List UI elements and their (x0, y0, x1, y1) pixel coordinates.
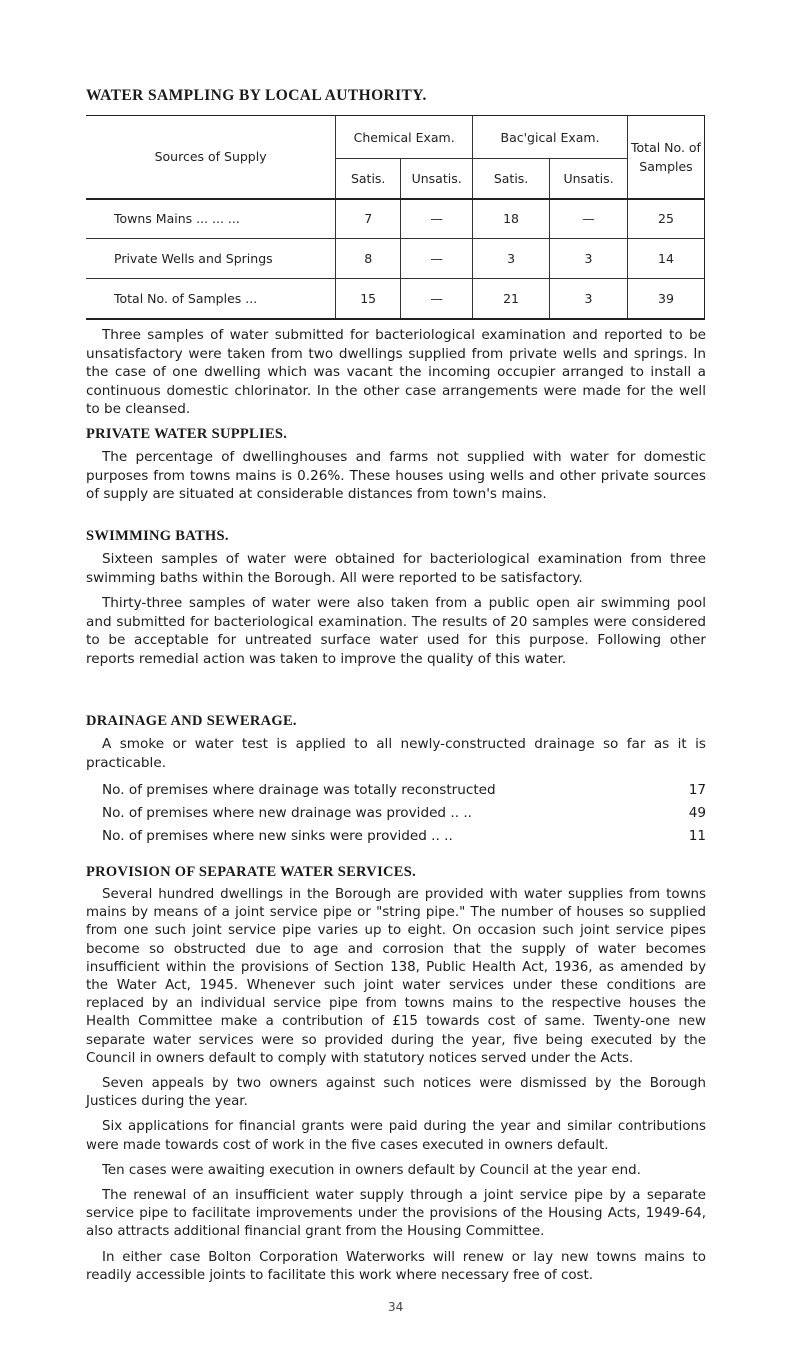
swimming-paragraph-block (86, 550, 706, 676)
table-row (86, 239, 705, 279)
table-row (86, 199, 705, 239)
drainage-stat-row (102, 805, 706, 824)
paragraph: Six applications for financial grants were paid during the year and similar contributions were made towards cost of work in the five cases executed in owners default. (86, 1119, 706, 1153)
paragraph: Several hundred dwellings in the Borough are provided with water supplies from towns mains by means of a joint service pipe or "string pipe." The number of houses so supplied from one such joint service pipe varies up to eight. On occasion such joint service pipes become so obstructed due to age and corrosion that the supply of water becomes insufficient within the provisions of Section 138, Public Health Act, 1936, as amended by the Water Act, 1945. Whenever such joint water services under these conditions are replaced by an individual service pipe from towns mains to the respective houses the Health Committee make a contribution of £15 towards cost of same. Twenty-one new separate water services were so provided during the year, five being executed by the Council in owners default to comply with statutory notices served under the Acts. (86, 887, 706, 1066)
cell-total: 14 (627, 239, 704, 279)
paragraph: Seven appeals by two owners against such notices were dismissed by the Borough Justices during the year. (86, 1076, 706, 1110)
cell-chem-satis: 8 (336, 239, 401, 279)
table-row (86, 279, 705, 319)
paragraph: A smoke or water test is applied to all newly-constructed drainage so far as it is practicable. (86, 736, 706, 771)
cell-chem-unsatis: — (401, 199, 473, 239)
header-chemical: Chemical Exam. (336, 116, 473, 159)
cell-bact-unsatis: 3 (550, 279, 628, 319)
subheader-chem-satis: Satis. (336, 159, 401, 199)
subheader-bact-satis: Satis. (473, 159, 550, 199)
stat-value: 49 (688, 805, 706, 821)
page-number: 34 (388, 1300, 404, 1314)
water-sampling-table (86, 115, 705, 320)
header-sources: Sources of Supply (86, 116, 336, 199)
header-total: Total No. of Samples (627, 116, 704, 199)
row-source: Towns Mains ... ... ... (114, 211, 240, 227)
stat-label: No. of premises where new drainage was provided .. .. (102, 805, 472, 821)
drainage-stat-row (102, 782, 706, 801)
cell-bact-satis: 18 (473, 199, 550, 239)
heading-provision: PROVISION OF SEPARATE WATER SERVICES. (86, 864, 417, 880)
stat-label: No. of premises where drainage was totally reconstructed (102, 782, 496, 798)
cell-chem-satis: 15 (336, 279, 401, 319)
drainage-stat-row (102, 828, 706, 847)
cell-total: 39 (627, 279, 704, 319)
provision-paragraph-block (86, 886, 706, 1292)
stat-value: 11 (688, 828, 706, 844)
row-source: Private Wells and Springs (114, 251, 273, 266)
subheader-bact-unsatis: Unsatis. (550, 159, 628, 199)
paragraph: Sixteen samples of water were obtained for bacteriological examination from three swimming baths within the Borough. All were reported to be satisfactory. (86, 551, 706, 586)
paragraph: Ten cases were awaiting execution in owners default by Council at the year end. (102, 1162, 641, 1178)
heading-private-supplies: PRIVATE WATER SUPPLIES. (86, 426, 288, 442)
drainage-paragraph-block (86, 735, 706, 779)
cell-bact-unsatis: — (550, 199, 628, 239)
cell-chem-satis: 7 (336, 199, 401, 239)
paragraph: Thirty-three samples of water were also taken from a public open air swimming pool and submitted for bacteriological examination. The results of 20 samples were considered to be acceptable for untreated surface water used for this purpose. Following other reports remedial action was taken to improve the quality of this water. (86, 595, 706, 667)
cell-total: 25 (627, 199, 704, 239)
cell-bact-unsatis: 3 (550, 239, 628, 279)
cell-bact-satis: 3 (473, 239, 550, 279)
paragraph: In either case Bolton Corporation Waterworks will renew or lay new towns mains to readily accessible joints to facilitate this work where necessary free of cost. (86, 1249, 706, 1283)
page-title: WATER SAMPLING BY LOCAL AUTHORITY. (86, 87, 427, 104)
cell-bact-satis: 21 (473, 279, 550, 319)
paragraph: Three samples of water submitted for bacteriological examination and reported to be unsatisfactory were taken from two dwellings supplied from private wells and springs. In the case of one dwelling which was vacant the incoming occupier arranged to install a continuous domestic chlorinator. In the other case arrangements were made for the well to be cleansed. (86, 327, 706, 418)
paragraph: The percentage of dwellinghouses and farms not supplied with water for domestic purposes from towns mains is 0.26%. These houses using wells and other private sources of supply are situated at considerable distances from town's mains. (86, 449, 706, 503)
stat-label: No. of premises where new sinks were provided .. .. (102, 828, 453, 844)
sampling-paragraph-block (86, 326, 706, 426)
table-header-row (86, 116, 705, 159)
header-bacteriological: Bac'gical Exam. (473, 116, 628, 159)
subheader-chem-unsatis: Unsatis. (401, 159, 473, 199)
heading-drainage: DRAINAGE AND SEWERAGE. (86, 713, 297, 729)
stat-value: 17 (688, 782, 706, 798)
cell-chem-unsatis: — (401, 239, 473, 279)
private-paragraph-block (86, 448, 706, 511)
cell-chem-unsatis: — (401, 279, 473, 319)
heading-swimming-baths: SWIMMING BATHS. (86, 528, 229, 544)
row-source: Total No. of Samples ... (114, 290, 258, 306)
paragraph: The renewal of an insufficient water supply through a joint service pipe by a separate service pipe to facilitate improvements under the provisions of the Housing Acts, 1949-64, also attracts additional financial grant from the Housing Committee. (86, 1188, 706, 1240)
